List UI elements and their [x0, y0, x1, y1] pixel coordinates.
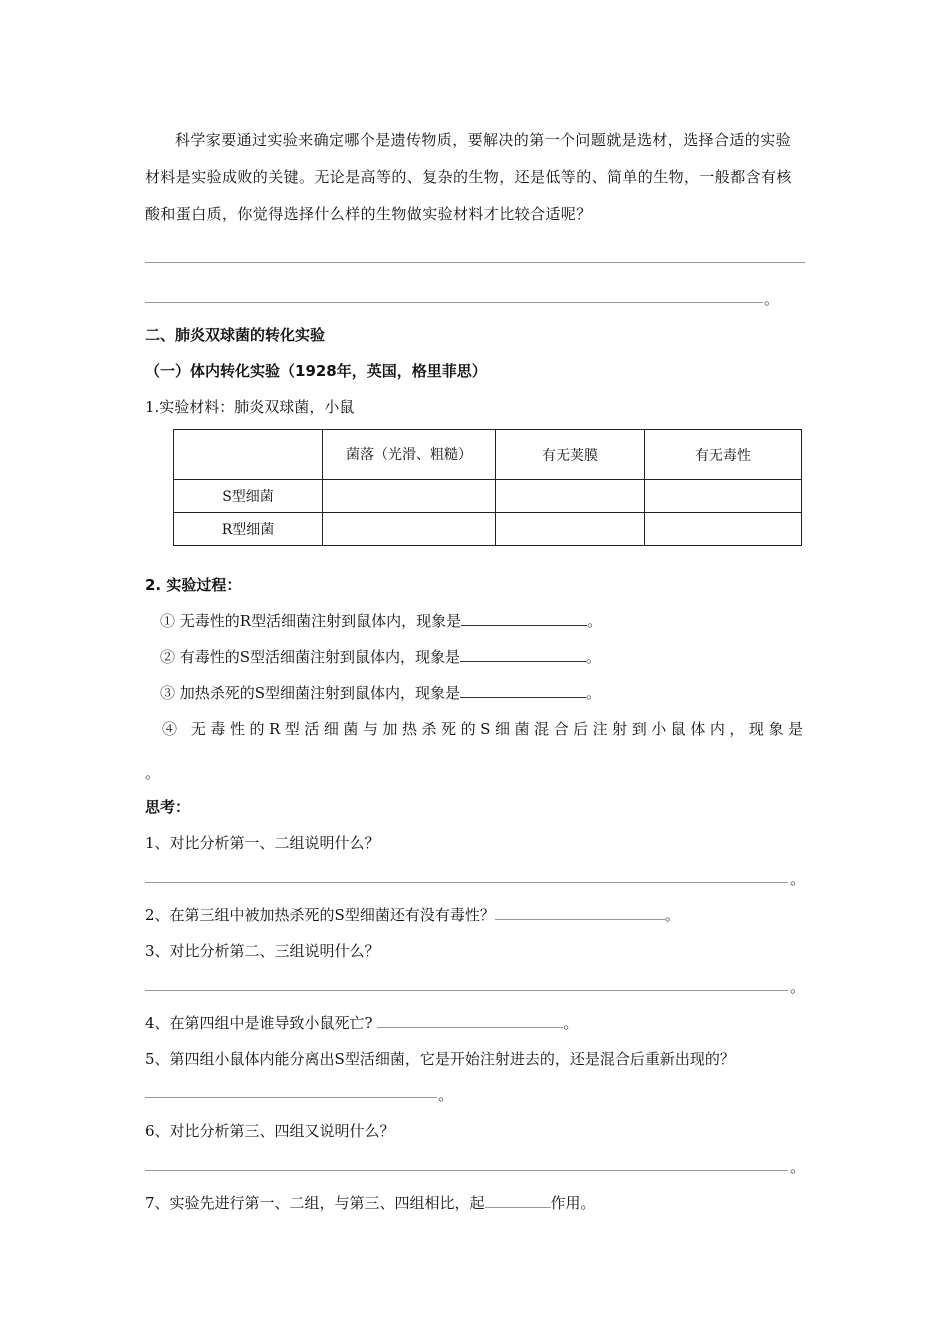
table-cell: S型细菌	[174, 480, 323, 513]
period-mark: 。	[438, 1086, 454, 1104]
table-header-cell: 菌落（光滑、粗糙）	[323, 430, 496, 480]
process-title: 2. 实验过程：	[145, 576, 242, 594]
process-step: ③ 加热杀死的S型细菌注射到鼠体内，现象是 。	[160, 684, 602, 702]
table-row	[174, 513, 802, 546]
answer-line[interactable]	[145, 1170, 788, 1171]
process-step: ① 无毒性的R型活细菌注射到鼠体内，现象是 。	[160, 612, 603, 630]
answer-blank[interactable]	[485, 1193, 551, 1208]
period-mark: 。	[790, 978, 806, 996]
answer-blank[interactable]	[460, 647, 586, 662]
question-2: 2、在第三组中被加热杀死的S型细菌还有没有毒性？ 。	[145, 906, 680, 924]
period-mark: 。	[145, 764, 161, 782]
table-cell[interactable]	[323, 480, 496, 513]
section-subtitle: （一）体内转化实验（1928年，英国，格里菲思）	[145, 362, 487, 380]
question-3: 3、对比分析第二、三组说明什么？	[145, 942, 380, 960]
materials-line: 1.实验材料：肺炎双球菌，小鼠	[145, 398, 355, 416]
answer-blank[interactable]	[461, 611, 587, 626]
bacteria-table	[173, 429, 802, 546]
answer-blank[interactable]	[377, 1013, 563, 1028]
answer-blank[interactable]	[460, 683, 586, 698]
intro-paragraph	[145, 122, 805, 233]
process-step: ② 有毒性的S型活细菌注射到鼠体内，现象是 。	[160, 648, 602, 666]
table-header-row	[174, 430, 802, 480]
thinking-title: 思考：	[145, 798, 191, 816]
answer-line[interactable]	[145, 1097, 437, 1098]
table-cell[interactable]	[645, 513, 802, 546]
answer-line[interactable]	[145, 990, 788, 991]
table-header-cell: 有无荚膜	[496, 430, 645, 480]
answer-blank[interactable]	[495, 905, 665, 920]
answer-line[interactable]	[145, 262, 805, 263]
answer-line[interactable]	[145, 302, 763, 303]
question-6: 6、对比分析第三、四组又说明什么？	[145, 1122, 395, 1140]
process-step: ④ 无毒性的R型活细菌与加热杀死的S细菌混合后注射到小鼠体内，现象是	[162, 720, 805, 738]
table-header-cell	[174, 430, 323, 480]
section-title: 二、肺炎双球菌的转化实验	[145, 326, 326, 344]
table-row	[174, 480, 802, 513]
question-4: 4、在第四组中是谁导致小鼠死亡? 。	[145, 1014, 579, 1032]
table-header-cell: 有无毒性	[645, 430, 802, 480]
period-mark: 。	[790, 1158, 806, 1176]
table-cell[interactable]	[496, 480, 645, 513]
table-cell[interactable]	[496, 513, 645, 546]
question-7: 7、实验先进行第一、二组，与第三、四组相比，起 作用。	[145, 1194, 596, 1212]
question-1: 1、对比分析第一、二组说明什么？	[145, 834, 380, 852]
table-cell[interactable]	[645, 480, 802, 513]
table-cell[interactable]	[323, 513, 496, 546]
answer-line[interactable]	[145, 882, 788, 883]
intro-text: 科学家要通过实验来确定哪个是遗传物质，要解决的第一个问题就是选材，选择合适的实验材料是实验成败的关键。无论是高等的、复杂的生物，还是低等的、简单的生物，一般都含有核酸和蛋白质，你觉得选择什么样的生物做实验材料才比较合适呢？	[145, 131, 792, 223]
table-cell: R型细菌	[174, 513, 323, 546]
period-mark: 。	[764, 290, 780, 308]
period-mark: 。	[790, 870, 806, 888]
question-5: 5、第四组小鼠体内能分离出S型活细菌，它是开始注射进去的，还是混合后重新出现的？	[145, 1050, 735, 1068]
